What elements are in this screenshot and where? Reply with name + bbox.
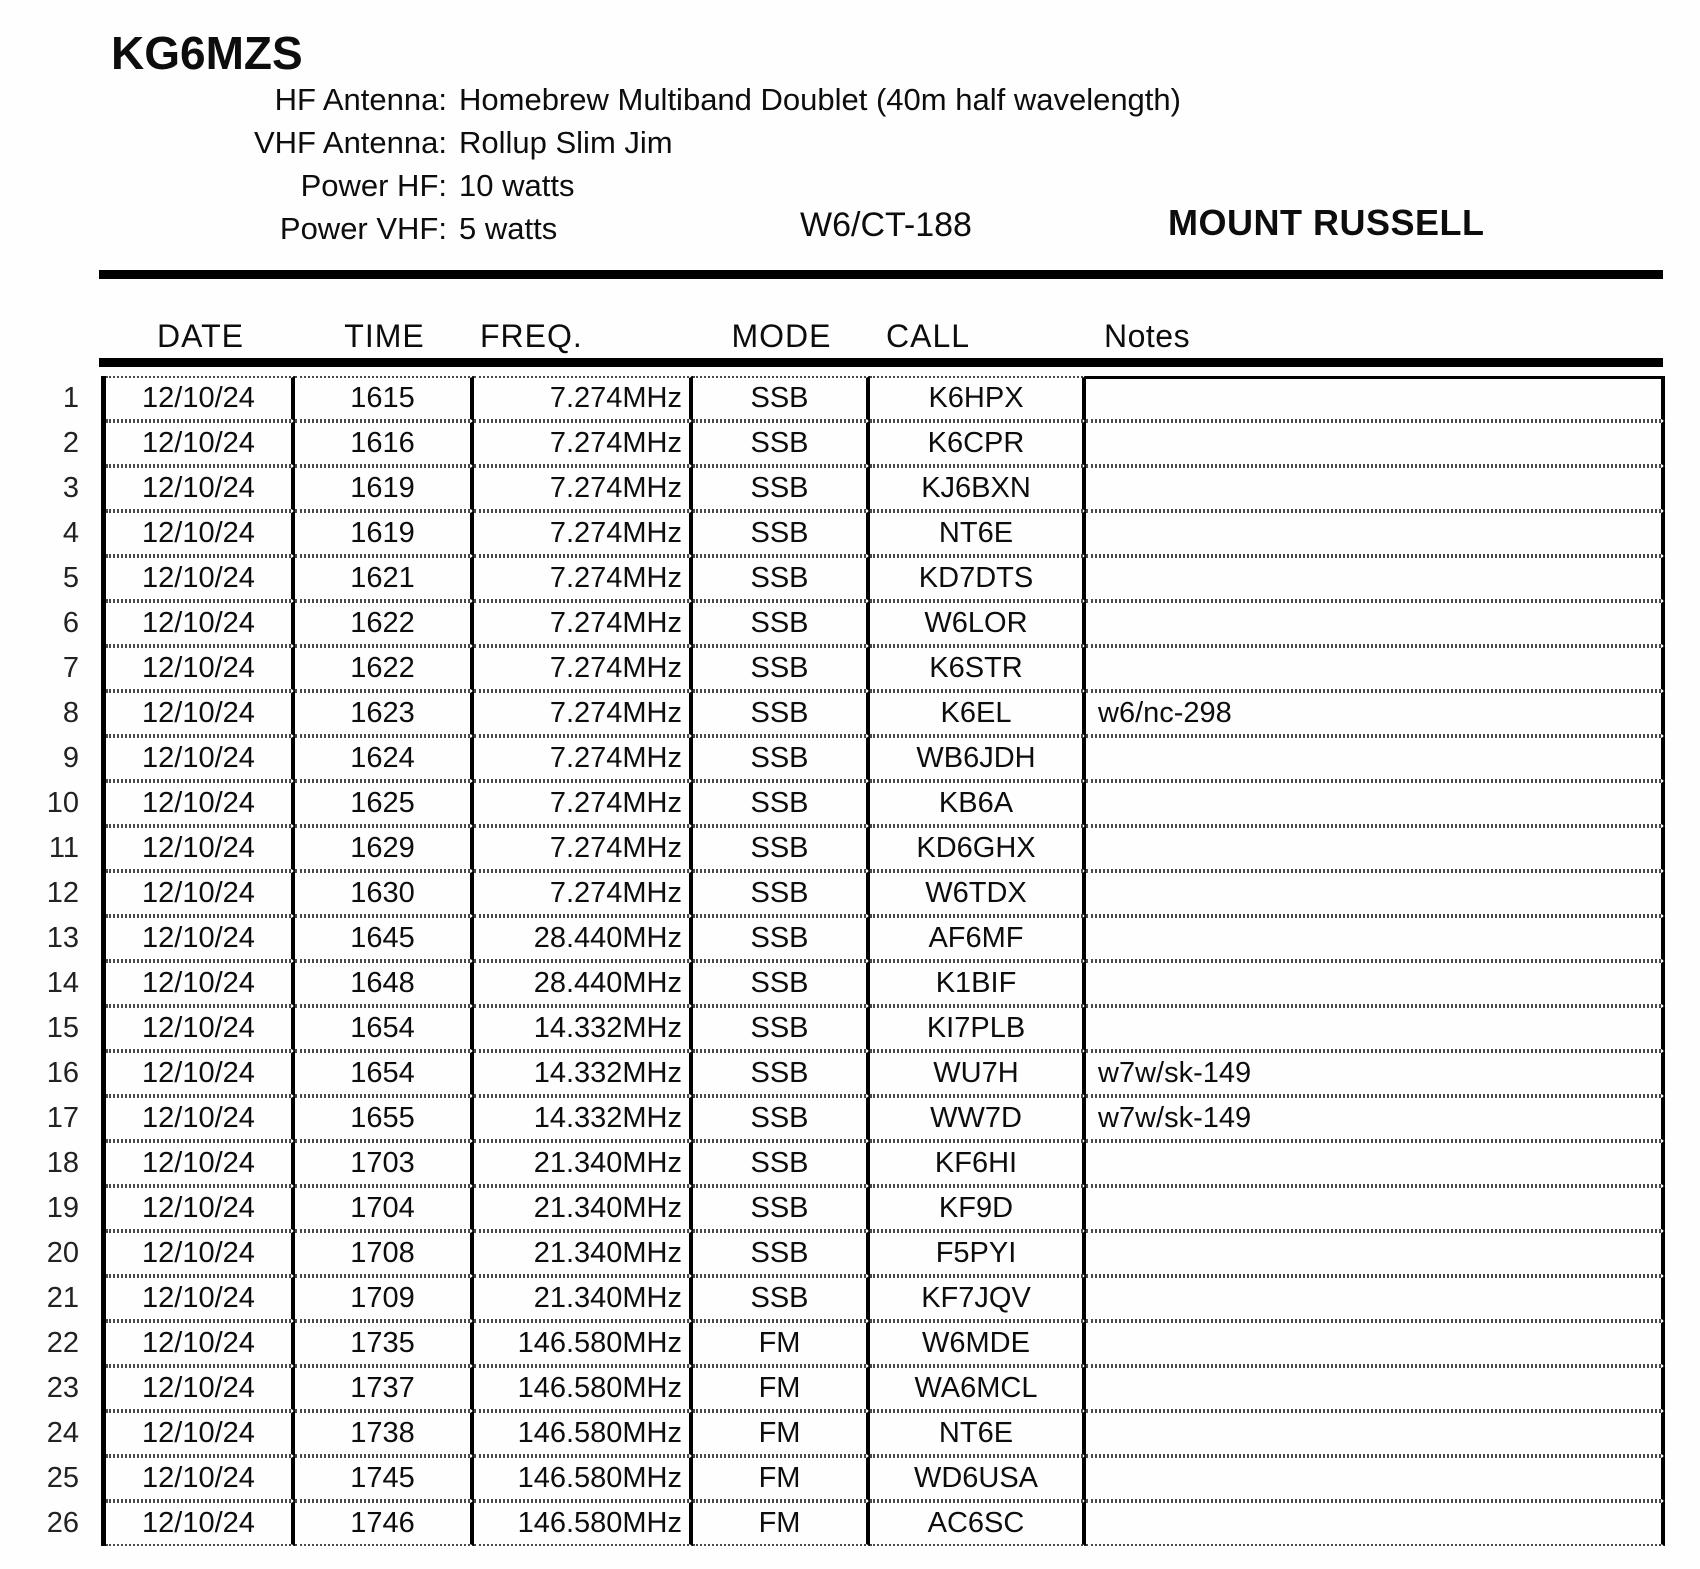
- freq-cell: 7.274MHz: [474, 511, 693, 556]
- log-row: [0, 1411, 1700, 1456]
- call-cell: KB6A: [870, 781, 1086, 826]
- log-row: [0, 1276, 1700, 1321]
- date-cell: 12/10/24: [106, 376, 295, 421]
- time-cell: 1738: [295, 1411, 474, 1456]
- mode-cell: SSB: [693, 421, 870, 466]
- qso-log-table: [0, 376, 1700, 1546]
- time-cell: 1735: [295, 1321, 474, 1366]
- log-row-cells: [101, 1231, 1665, 1276]
- notes-cell: [1086, 916, 1665, 961]
- notes-cell: [1086, 1231, 1665, 1276]
- log-row-cells: [101, 961, 1665, 1006]
- mode-cell: SSB: [693, 511, 870, 556]
- mode-cell: SSB: [693, 466, 870, 511]
- freq-cell: 28.440MHz: [474, 916, 693, 961]
- row-number: 25: [46, 1462, 79, 1494]
- notes-cell: [1086, 556, 1665, 601]
- log-row: [0, 376, 1700, 421]
- log-row: [0, 1096, 1700, 1141]
- call-cell: WD6USA: [870, 1456, 1086, 1501]
- row-number: 19: [46, 1192, 79, 1224]
- row-number: 10: [46, 787, 79, 819]
- time-cell: 1624: [295, 736, 474, 781]
- row-number: 15: [46, 1012, 79, 1044]
- log-row-cells: [101, 1366, 1665, 1411]
- mode-cell: SSB: [693, 1276, 870, 1321]
- notes-cell: [1086, 1456, 1665, 1501]
- call-cell: KI7PLB: [870, 1006, 1086, 1051]
- call-cell: WW7D: [870, 1096, 1086, 1141]
- date-cell: 12/10/24: [106, 1411, 295, 1456]
- notes-cell: [1086, 826, 1665, 871]
- mode-cell: SSB: [693, 646, 870, 691]
- log-row-cells: [101, 646, 1665, 691]
- log-row-cells: [101, 1411, 1665, 1456]
- time-cell: 1625: [295, 781, 474, 826]
- log-row: [0, 691, 1700, 736]
- log-row: [0, 1501, 1700, 1546]
- date-cell: 12/10/24: [106, 1186, 295, 1231]
- freq-cell: 146.580MHz: [474, 1456, 693, 1501]
- notes-cell: [1086, 1186, 1665, 1231]
- power-hf-value: 10 watts: [459, 168, 575, 203]
- mode-cell: FM: [693, 1456, 870, 1501]
- mode-cell: SSB: [693, 1006, 870, 1051]
- mode-cell: SSB: [693, 916, 870, 961]
- notes-cell: [1086, 646, 1665, 691]
- notes-cell: w6/nc-298: [1086, 691, 1665, 736]
- column-headers: [106, 318, 1665, 354]
- row-number: 9: [62, 742, 79, 774]
- hf-antenna-label: HF Antenna:: [274, 82, 447, 117]
- log-row-cells: [101, 781, 1665, 826]
- date-cell: 12/10/24: [106, 1006, 295, 1051]
- notes-cell: [1086, 961, 1665, 1006]
- freq-cell: 21.340MHz: [474, 1231, 693, 1276]
- call-cell: W6TDX: [870, 871, 1086, 916]
- call-cell: K1BIF: [870, 961, 1086, 1006]
- log-row: [0, 511, 1700, 556]
- row-number: 3: [62, 472, 79, 504]
- date-cell: 12/10/24: [106, 1141, 295, 1186]
- freq-cell: 7.274MHz: [474, 691, 693, 736]
- call-cell: KJ6BXN: [870, 466, 1086, 511]
- notes-cell: [1086, 1366, 1665, 1411]
- call-cell: NT6E: [870, 1411, 1086, 1456]
- row-number: 7: [62, 652, 79, 684]
- notes-cell: [1086, 781, 1665, 826]
- log-row: [0, 556, 1700, 601]
- log-row-cells: [101, 1456, 1665, 1501]
- log-row-cells: [101, 1051, 1665, 1096]
- mode-cell: SSB: [693, 826, 870, 871]
- log-row-cells: [101, 826, 1665, 871]
- freq-cell: 7.274MHz: [474, 376, 693, 421]
- mode-cell: SSB: [693, 1096, 870, 1141]
- row-number: 23: [46, 1372, 79, 1404]
- log-row-cells: [101, 1186, 1665, 1231]
- freq-cell: 7.274MHz: [474, 466, 693, 511]
- log-row-cells: [101, 1501, 1665, 1546]
- time-cell: 1623: [295, 691, 474, 736]
- log-row: [0, 781, 1700, 826]
- mode-cell: SSB: [693, 1141, 870, 1186]
- freq-cell: 7.274MHz: [474, 826, 693, 871]
- date-cell: 12/10/24: [106, 1501, 295, 1546]
- notes-cell: [1086, 736, 1665, 781]
- row-number: 1: [62, 382, 79, 414]
- mode-cell: SSB: [693, 601, 870, 646]
- date-cell: 12/10/24: [106, 781, 295, 826]
- station-info: [107, 78, 1181, 250]
- freq-cell: 7.274MHz: [474, 421, 693, 466]
- time-cell: 1703: [295, 1141, 474, 1186]
- call-cell: K6HPX: [870, 376, 1086, 421]
- call-cell: W6LOR: [870, 601, 1086, 646]
- call-cell: AF6MF: [870, 916, 1086, 961]
- log-row-cells: [101, 1276, 1665, 1321]
- date-cell: 12/10/24: [106, 871, 295, 916]
- date-cell: 12/10/24: [106, 601, 295, 646]
- log-row: [0, 871, 1700, 916]
- log-row-cells: [101, 916, 1665, 961]
- row-number: 5: [62, 562, 79, 594]
- mode-cell: FM: [693, 1501, 870, 1546]
- time-cell: 1709: [295, 1276, 474, 1321]
- time-cell: 1619: [295, 511, 474, 556]
- mode-cell: SSB: [693, 556, 870, 601]
- freq-cell: 14.332MHz: [474, 1051, 693, 1096]
- call-cell: K6CPR: [870, 421, 1086, 466]
- row-number: 11: [48, 832, 79, 864]
- log-row: [0, 1231, 1700, 1276]
- date-cell: 12/10/24: [106, 961, 295, 1006]
- time-cell: 1655: [295, 1096, 474, 1141]
- log-row-cells: [101, 556, 1665, 601]
- column-header-mode: MODE: [731, 318, 832, 354]
- notes-cell: [1086, 511, 1665, 556]
- row-number: 6: [62, 607, 79, 639]
- row-number: 13: [46, 922, 79, 954]
- date-cell: 12/10/24: [106, 1321, 295, 1366]
- time-cell: 1746: [295, 1501, 474, 1546]
- notes-cell: [1086, 1276, 1665, 1321]
- summit-name: MOUNT RUSSELL: [1168, 202, 1485, 243]
- power-vhf-value: 5 watts: [459, 211, 558, 246]
- row-number: 16: [46, 1057, 79, 1089]
- log-row: [0, 916, 1700, 961]
- call-cell: KD7DTS: [870, 556, 1086, 601]
- time-cell: 1615: [295, 376, 474, 421]
- date-cell: 12/10/24: [106, 511, 295, 556]
- date-cell: 12/10/24: [106, 421, 295, 466]
- time-cell: 1619: [295, 466, 474, 511]
- freq-cell: 146.580MHz: [474, 1321, 693, 1366]
- log-row: [0, 1051, 1700, 1096]
- freq-cell: 146.580MHz: [474, 1411, 693, 1456]
- log-row: [0, 421, 1700, 466]
- date-cell: 12/10/24: [106, 916, 295, 961]
- log-row-cells: [101, 511, 1665, 556]
- mode-cell: SSB: [693, 871, 870, 916]
- date-cell: 12/10/24: [106, 466, 295, 511]
- date-cell: 12/10/24: [106, 1051, 295, 1096]
- notes-cell: w7w/sk-149: [1086, 1096, 1665, 1141]
- date-cell: 12/10/24: [106, 691, 295, 736]
- log-row: [0, 1141, 1700, 1186]
- date-cell: 12/10/24: [106, 826, 295, 871]
- freq-cell: 7.274MHz: [474, 736, 693, 781]
- mode-cell: FM: [693, 1366, 870, 1411]
- log-row: [0, 826, 1700, 871]
- time-cell: 1622: [295, 601, 474, 646]
- row-number: 4: [62, 517, 79, 549]
- power-hf-label: Power HF:: [300, 168, 447, 203]
- call-cell: WU7H: [870, 1051, 1086, 1096]
- mode-cell: SSB: [693, 1231, 870, 1276]
- mode-cell: FM: [693, 1321, 870, 1366]
- row-number: 21: [46, 1282, 79, 1314]
- log-row: [0, 1006, 1700, 1051]
- time-cell: 1648: [295, 961, 474, 1006]
- call-cell: KF9D: [870, 1186, 1086, 1231]
- log-row-cells: [101, 466, 1665, 511]
- log-row: [0, 601, 1700, 646]
- column-header-call: CALL: [886, 318, 971, 354]
- row-number: 24: [46, 1417, 79, 1449]
- date-cell: 12/10/24: [106, 736, 295, 781]
- date-cell: 12/10/24: [106, 1096, 295, 1141]
- log-row-cells: [101, 691, 1665, 736]
- row-number: 20: [46, 1237, 79, 1269]
- mode-cell: SSB: [693, 1051, 870, 1096]
- vhf-antenna-label: VHF Antenna:: [253, 125, 447, 160]
- summit-reference: W6/CT-188: [800, 206, 972, 244]
- notes-cell: [1086, 601, 1665, 646]
- time-cell: 1654: [295, 1006, 474, 1051]
- call-cell: KF6HI: [870, 1141, 1086, 1186]
- column-header-freq: FREQ.: [480, 318, 583, 354]
- row-number: 12: [46, 877, 79, 909]
- log-row-cells: [101, 1006, 1665, 1051]
- row-number: 17: [46, 1102, 79, 1134]
- notes-cell: [1086, 1141, 1665, 1186]
- log-row: [0, 1366, 1700, 1411]
- time-cell: 1621: [295, 556, 474, 601]
- freq-cell: 7.274MHz: [474, 601, 693, 646]
- vhf-antenna-value: Rollup Slim Jim: [459, 125, 673, 160]
- time-cell: 1654: [295, 1051, 474, 1096]
- call-cell: AC6SC: [870, 1501, 1086, 1546]
- row-number: 22: [46, 1327, 79, 1359]
- date-cell: 12/10/24: [106, 1366, 295, 1411]
- mode-cell: SSB: [693, 1186, 870, 1231]
- time-cell: 1737: [295, 1366, 474, 1411]
- freq-cell: 21.340MHz: [474, 1186, 693, 1231]
- time-cell: 1708: [295, 1231, 474, 1276]
- notes-cell: [1086, 871, 1665, 916]
- mode-cell: SSB: [693, 781, 870, 826]
- notes-cell: [1086, 376, 1665, 421]
- date-cell: 12/10/24: [106, 1276, 295, 1321]
- log-row-cells: [101, 1321, 1665, 1366]
- notes-cell: [1086, 1501, 1665, 1546]
- time-cell: 1630: [295, 871, 474, 916]
- freq-cell: 7.274MHz: [474, 871, 693, 916]
- date-cell: 12/10/24: [106, 646, 295, 691]
- call-cell: W6MDE: [870, 1321, 1086, 1366]
- log-row: [0, 1456, 1700, 1501]
- mode-cell: SSB: [693, 691, 870, 736]
- call-cell: WB6JDH: [870, 736, 1086, 781]
- date-cell: 12/10/24: [106, 1456, 295, 1501]
- call-cell: KF7JQV: [870, 1276, 1086, 1321]
- date-cell: 12/10/24: [106, 1231, 295, 1276]
- operator-callsign: KG6MZS: [111, 27, 303, 79]
- column-header-date: DATE: [157, 318, 244, 354]
- notes-cell: [1086, 1321, 1665, 1366]
- time-cell: 1629: [295, 826, 474, 871]
- call-cell: F5PYI: [870, 1231, 1086, 1276]
- column-header-notes: Notes: [1104, 318, 1191, 354]
- hf-antenna-value: Homebrew Multiband Doublet (40m half wavelength): [459, 82, 1181, 117]
- notes-cell: [1086, 1411, 1665, 1456]
- log-row: [0, 646, 1700, 691]
- table-top-rule: [99, 358, 1663, 367]
- call-cell: NT6E: [870, 511, 1086, 556]
- log-row: [0, 961, 1700, 1006]
- freq-cell: 28.440MHz: [474, 961, 693, 1006]
- notes-cell: [1086, 1006, 1665, 1051]
- freq-cell: 21.340MHz: [474, 1141, 693, 1186]
- call-cell: KD6GHX: [870, 826, 1086, 871]
- mode-cell: SSB: [693, 961, 870, 1006]
- time-cell: 1645: [295, 916, 474, 961]
- time-cell: 1704: [295, 1186, 474, 1231]
- column-header-time: TIME: [344, 318, 425, 354]
- row-number: 8: [62, 697, 79, 729]
- mode-cell: FM: [693, 1411, 870, 1456]
- freq-cell: 21.340MHz: [474, 1276, 693, 1321]
- freq-cell: 7.274MHz: [474, 781, 693, 826]
- log-row-cells: [101, 1096, 1665, 1141]
- log-row: [0, 736, 1700, 781]
- log-row: [0, 1186, 1700, 1231]
- time-cell: 1616: [295, 421, 474, 466]
- time-cell: 1745: [295, 1456, 474, 1501]
- freq-cell: 146.580MHz: [474, 1501, 693, 1546]
- header-divider-rule: [99, 270, 1663, 279]
- freq-cell: 14.332MHz: [474, 1096, 693, 1141]
- freq-cell: 7.274MHz: [474, 556, 693, 601]
- log-row-cells: [101, 1141, 1665, 1186]
- row-number: 26: [46, 1507, 79, 1539]
- log-row-cells: [101, 376, 1665, 421]
- call-cell: K6STR: [870, 646, 1086, 691]
- log-row-cells: [101, 736, 1665, 781]
- date-cell: 12/10/24: [106, 556, 295, 601]
- mode-cell: SSB: [693, 736, 870, 781]
- log-row-cells: [101, 871, 1665, 916]
- freq-cell: 7.274MHz: [474, 646, 693, 691]
- freq-cell: 14.332MHz: [474, 1006, 693, 1051]
- time-cell: 1622: [295, 646, 474, 691]
- notes-cell: w7w/sk-149: [1086, 1051, 1665, 1096]
- log-row-cells: [101, 421, 1665, 466]
- row-number: 18: [46, 1147, 79, 1179]
- power-vhf-label: Power VHF:: [279, 211, 447, 246]
- row-number: 14: [46, 967, 79, 999]
- notes-cell: [1086, 466, 1665, 511]
- call-cell: WA6MCL: [870, 1366, 1086, 1411]
- log-row: [0, 466, 1700, 511]
- log-row: [0, 1321, 1700, 1366]
- mode-cell: SSB: [693, 376, 870, 421]
- notes-cell: [1086, 421, 1665, 466]
- call-cell: K6EL: [870, 691, 1086, 736]
- freq-cell: 146.580MHz: [474, 1366, 693, 1411]
- log-row-cells: [101, 601, 1665, 646]
- row-number: 2: [62, 427, 79, 459]
